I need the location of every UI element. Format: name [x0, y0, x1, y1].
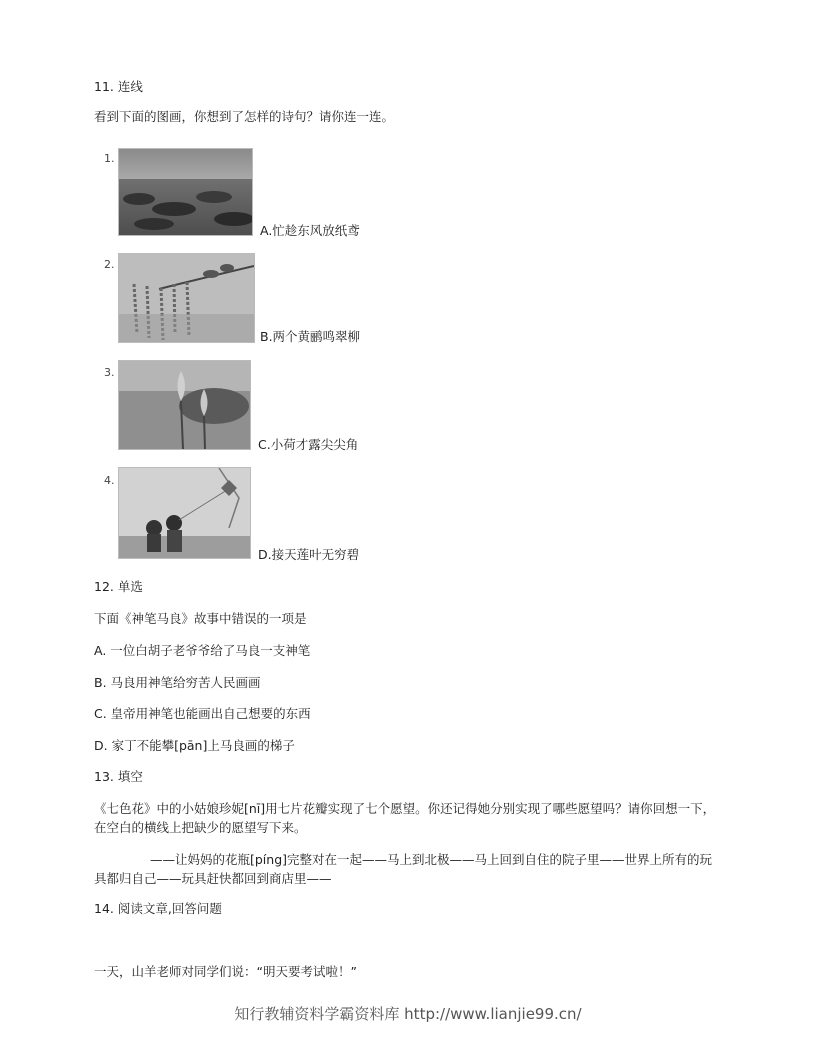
q13-title: 13. 填空 [94, 769, 143, 784]
lotus-bud-image [118, 360, 251, 450]
q12-option-b[interactable]: B. 马良用神笔给穷苦人民画画 [94, 675, 261, 690]
willow-orioles-image [118, 253, 255, 343]
q12-option-c[interactable]: C. 皇帝用神笔也能画出自己想要的东西 [94, 706, 311, 721]
q11-prompt: 看到下面的图画，你想到了怎样的诗句？请你连一连。 [94, 109, 395, 124]
footer-watermark: 知行教辅资料学霸资料库 http://www.lianjie99.cn/ [234, 1005, 582, 1023]
q11-item-4-number: 4. [104, 474, 115, 487]
q14-passage: 一天，山羊老师对同学们说：“明天要考试啦！” [94, 964, 357, 979]
q11-item-1-number: 1. [104, 152, 115, 165]
q13-prompt: 《七色花》中的小姑娘珍妮[nī]用七片花瓣实现了七个愿望。你还记得她分别实现了哪些愿望吗？请你回想一下，在空白的横线上把缺少的愿望写下来。 [94, 801, 716, 835]
q12-title: 12. 单选 [94, 579, 143, 594]
q11-item-3-number: 3. [104, 366, 115, 379]
option-d: D.接天莲叶无穷碧 [258, 547, 360, 562]
q11-title: 11. 连线 [94, 79, 143, 94]
lotus-pond-image [118, 148, 253, 236]
q13-blanks[interactable]: ——让妈妈的花瓶[píng]完整对在一起——马上到北极——马上回到自住的院子里——世界上所有的玩具都归自己——玩具赶快都回到商店里—— [94, 852, 713, 886]
option-c: C.小荷才露尖尖角 [258, 437, 359, 452]
kite-flying-image [118, 467, 251, 559]
option-a: A.忙趁东风放纸鸢 [260, 223, 360, 238]
q11-item-2-number: 2. [104, 258, 115, 271]
q12-option-d[interactable]: D. 家丁不能攀[pān]上马良画的梯子 [94, 738, 295, 753]
q12-option-a[interactable]: A. 一位白胡子老爷爷给了马良一支神笔 [94, 643, 311, 658]
option-b: B.两个黄鹂鸣翠柳 [260, 329, 361, 344]
q12-prompt: 下面《神笔马良》故事中错误的一项是 [94, 611, 307, 626]
q14-title: 14. 阅读文章,回答问题 [94, 901, 222, 916]
